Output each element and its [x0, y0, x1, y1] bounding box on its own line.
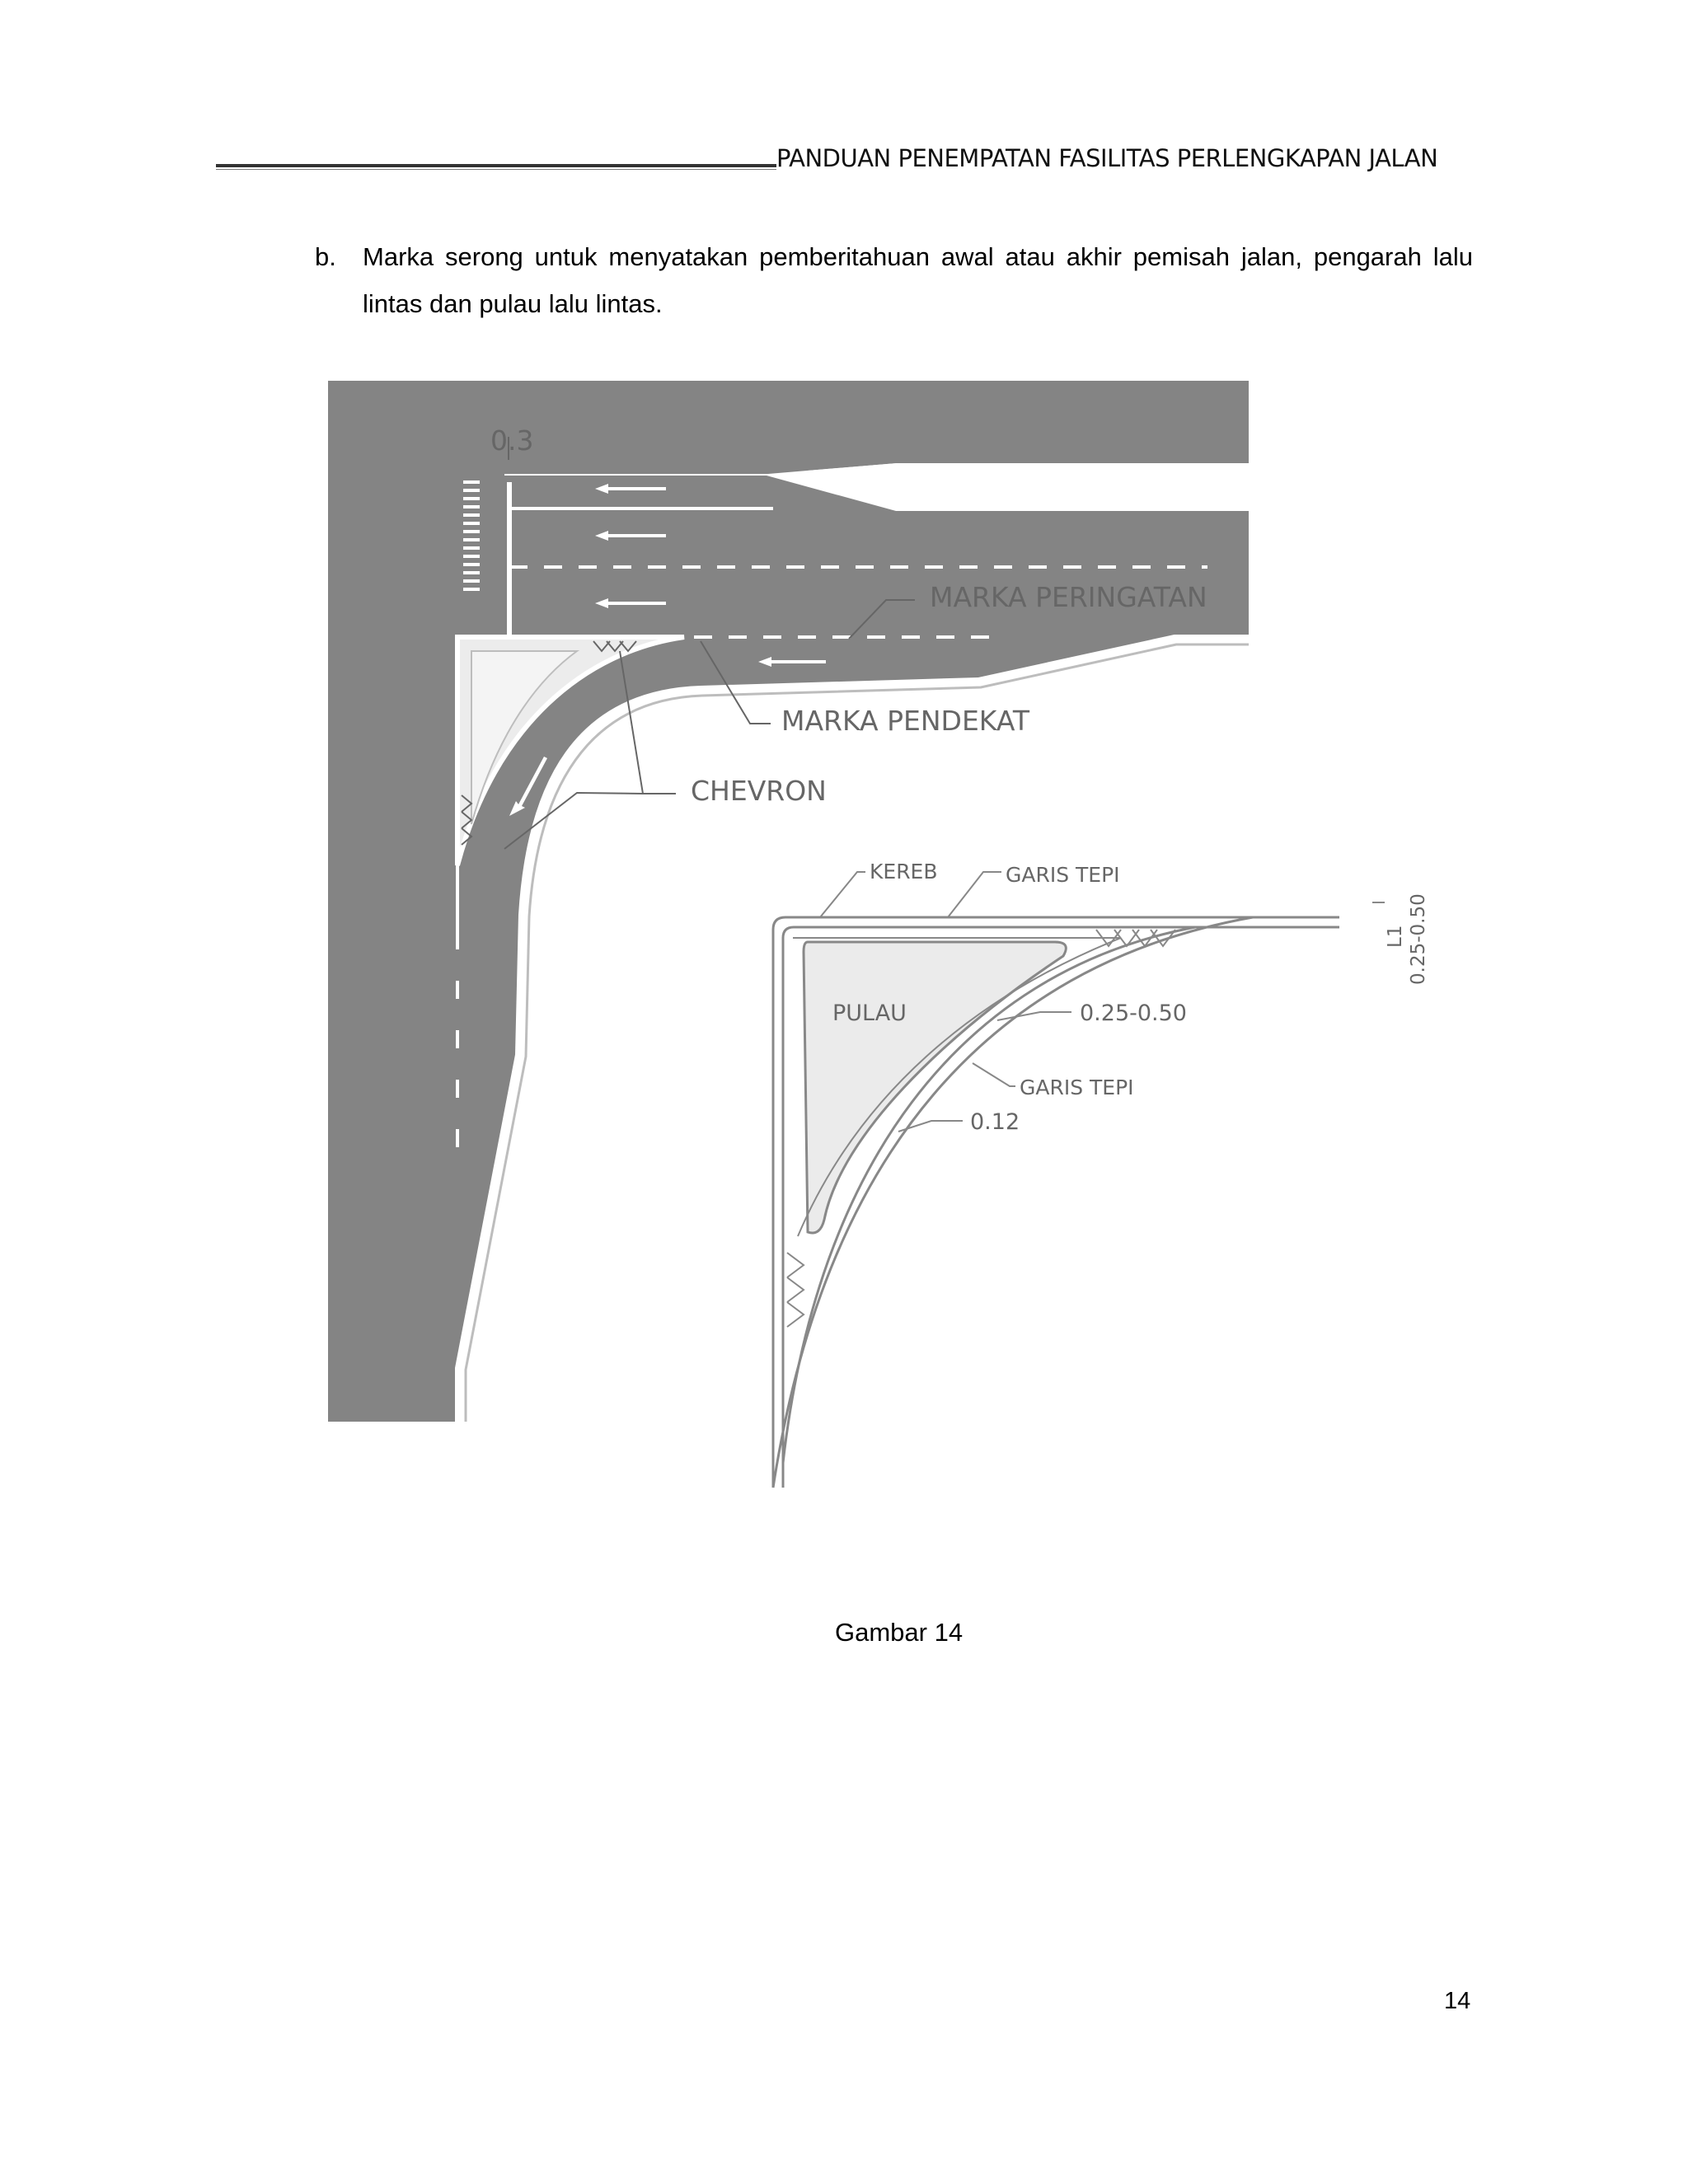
- island-detail-drawing: [773, 860, 1429, 1488]
- label-chevron: CHEVRON: [691, 775, 827, 807]
- road-plan-drawing: [328, 381, 1249, 1422]
- label-kereb: KEREB: [870, 860, 938, 883]
- label-marka-peringatan: MARKA PERINGATAN: [930, 581, 1207, 613]
- list-marker: b.: [315, 242, 336, 271]
- road-surface: [328, 381, 1249, 1422]
- label-garis-tepi-top: GARIS TEPI: [1006, 863, 1120, 887]
- list-item-text: Marka serong untuk menyatakan pemberitahuan awal atau akhir pemisah jalan, pengarah lalu lintas dan pulau lalu lintas.: [363, 242, 1473, 318]
- label-width-range-vertical: 0.25-0.50: [1408, 893, 1429, 985]
- figure-caption: Gambar 14: [835, 1618, 964, 1647]
- label-dimension-top: 0.3: [490, 424, 534, 457]
- page-number: 14: [1444, 1988, 1471, 2014]
- label-width-range-1: 0.25-0.50: [1080, 1001, 1187, 1026]
- label-marka-pendekat: MARKA PENDEKAT: [781, 705, 1030, 737]
- label-dim-symbol: L1: [1385, 925, 1406, 948]
- document-header-title: PANDUAN PENEMPATAN FASILITAS PERLENGKAPAN JALAN: [776, 144, 1438, 172]
- label-pulau: PULAU: [832, 1001, 907, 1026]
- label-width-012: 0.12: [970, 1109, 1020, 1135]
- label-garis-tepi-mid: GARIS TEPI: [1020, 1076, 1134, 1099]
